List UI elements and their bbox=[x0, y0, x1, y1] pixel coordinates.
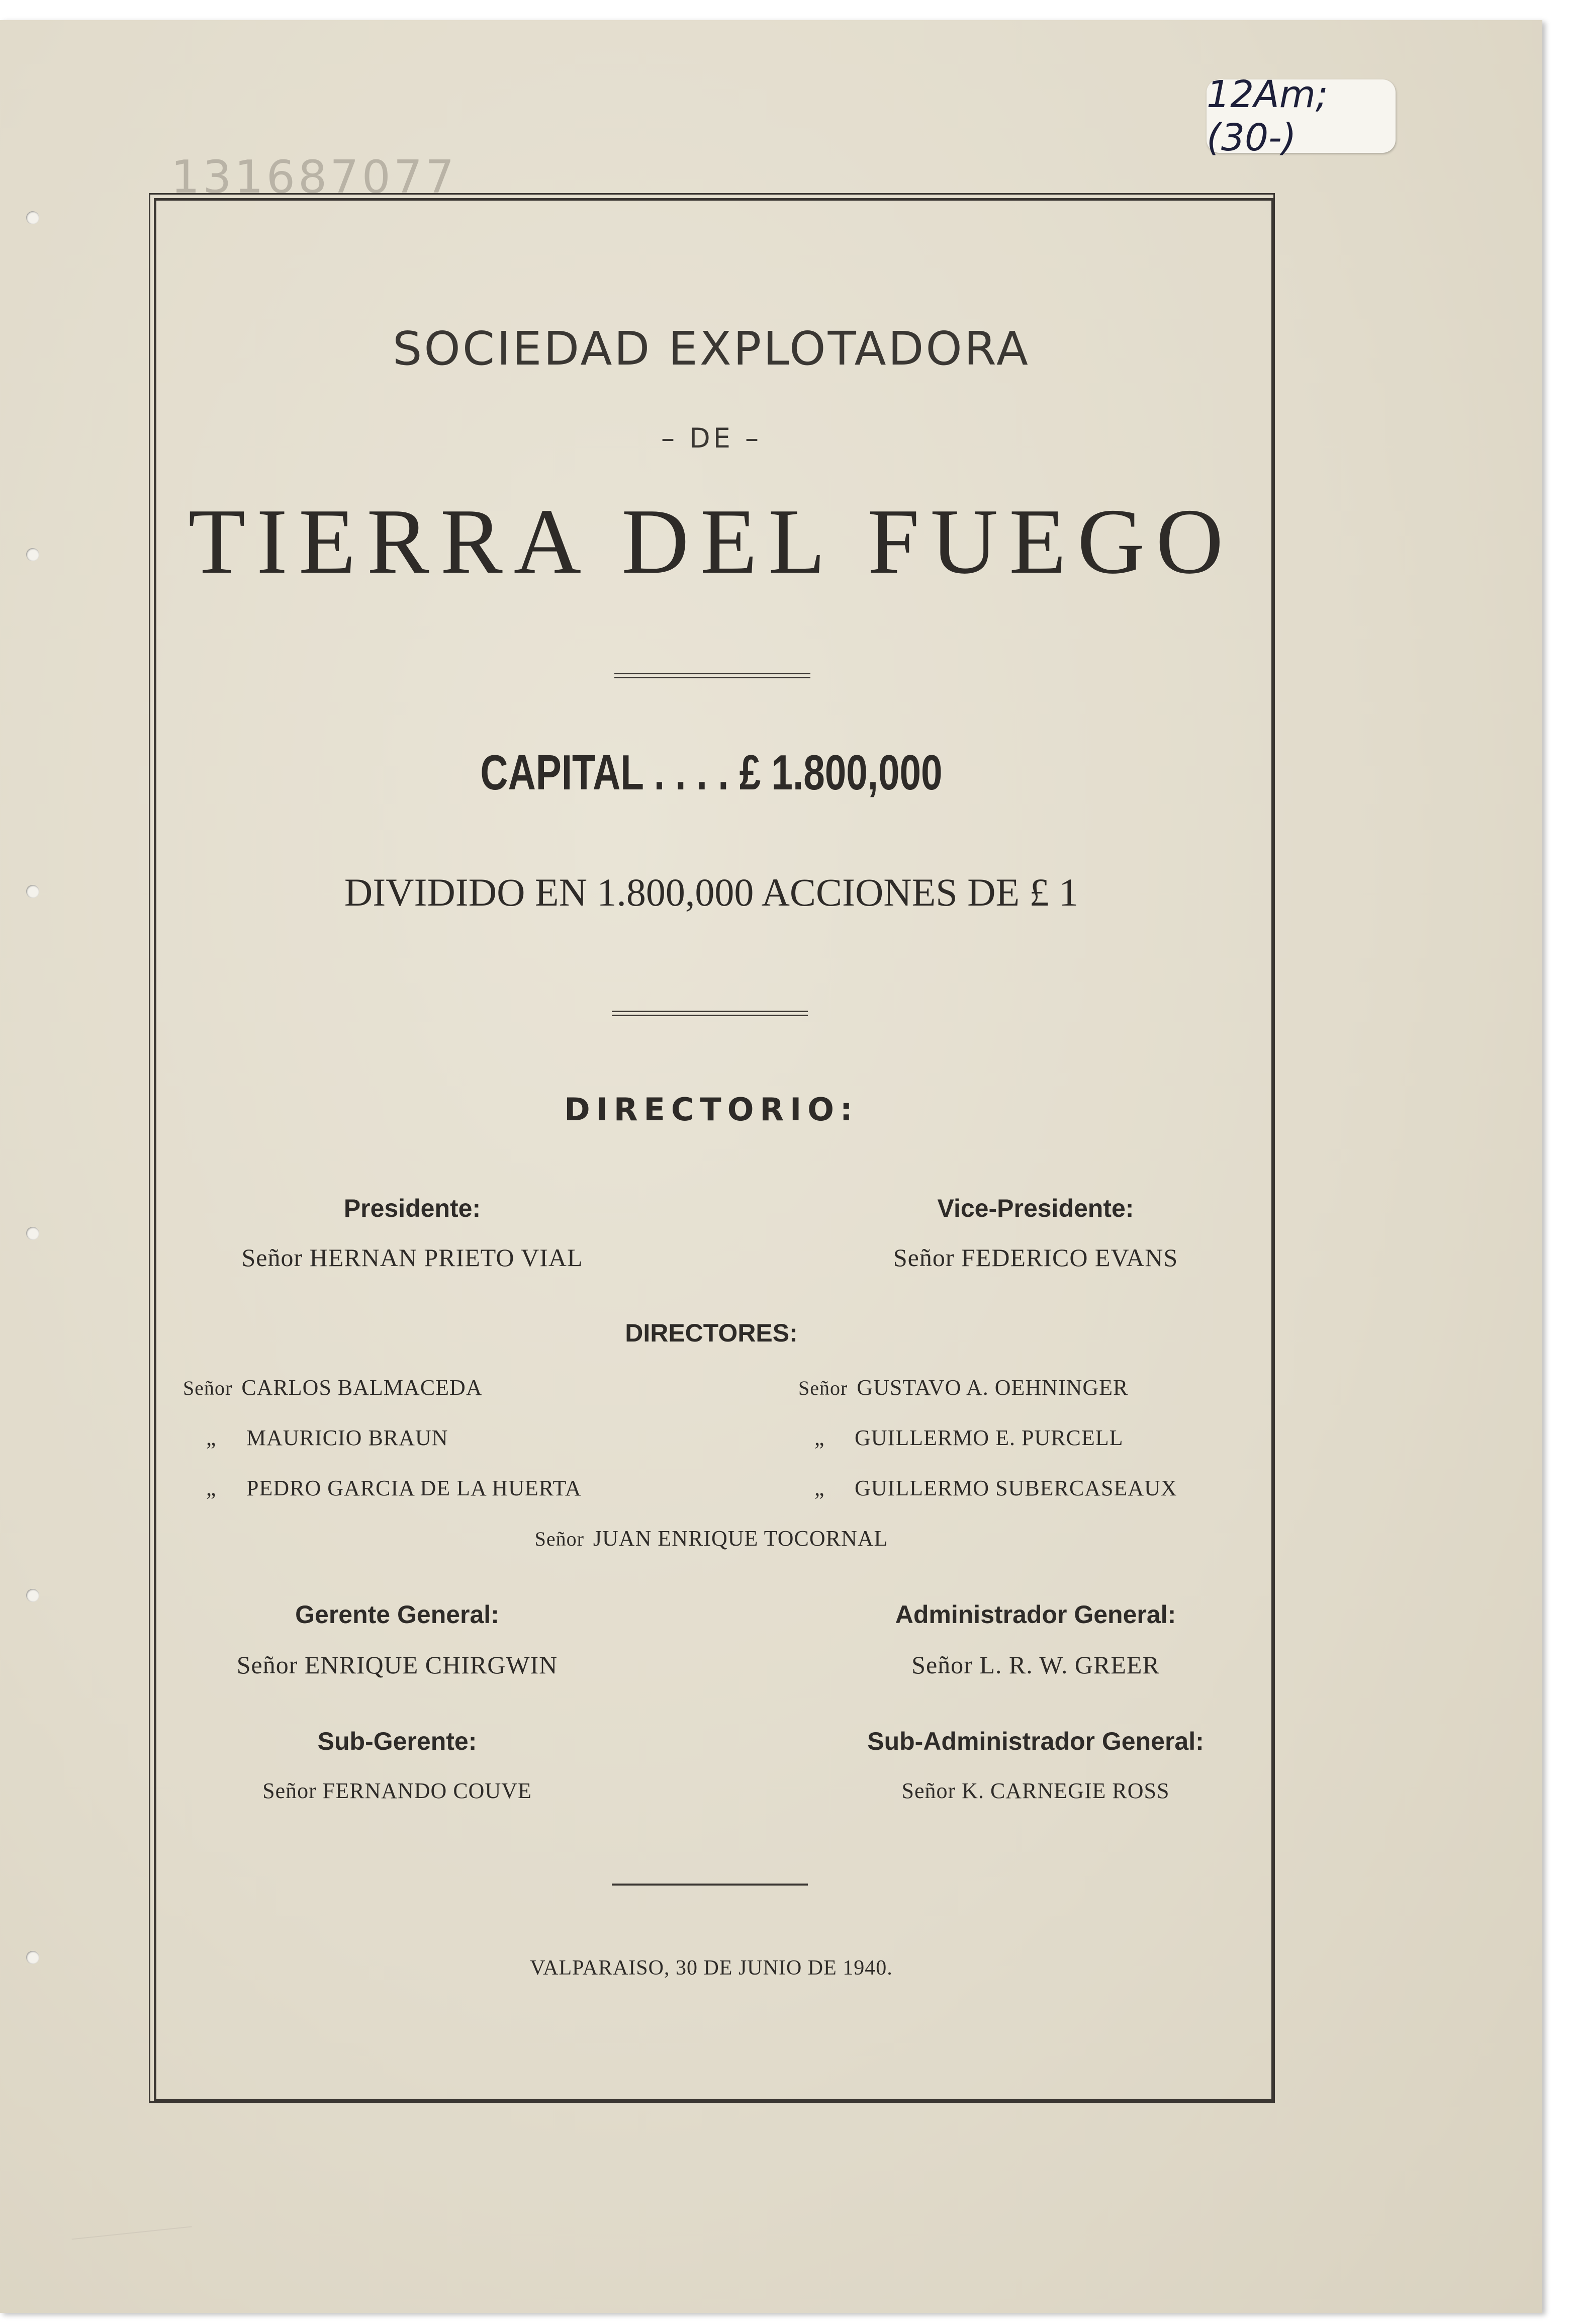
director-entry bbox=[798, 1375, 1128, 1400]
vice-presidente-name: Señor FEDERICO EVANS bbox=[893, 1243, 1178, 1272]
border-frame-inner bbox=[154, 198, 1274, 2102]
punch-hole bbox=[26, 1951, 39, 1964]
sub-gerente-name: Señor FERNANDO COUVE bbox=[262, 1778, 532, 1803]
director-name: MAURICIO BRAUN bbox=[246, 1425, 448, 1450]
senor-prefix: Señor bbox=[183, 1377, 233, 1399]
administrador-general-label: Administrador General: bbox=[895, 1600, 1176, 1629]
capital-line: CAPITAL . . . . £ 1.800,000 bbox=[480, 745, 943, 800]
punch-hole bbox=[26, 1589, 39, 1602]
director-name: CARLOS BALMACEDA bbox=[241, 1375, 483, 1400]
director-entry bbox=[206, 1475, 582, 1501]
director-entry bbox=[814, 1475, 1177, 1501]
ditto-mark: „ bbox=[814, 1476, 825, 1500]
senor-prefix: Señor bbox=[798, 1377, 848, 1399]
gerente-general-name: Señor ENRIQUE CHIRGWIN bbox=[236, 1651, 558, 1679]
ditto-mark: „ bbox=[814, 1425, 825, 1450]
punch-hole bbox=[26, 211, 39, 224]
sub-administrador-general-name: Señor K. CARNEGIE ROSS bbox=[901, 1778, 1170, 1803]
senor-prefix: Señor bbox=[534, 1528, 584, 1550]
vice-presidente-label: Vice-Presidente: bbox=[937, 1194, 1134, 1222]
label-tag-text: 12Am; (30-) bbox=[1207, 73, 1328, 159]
company-line-1: SOCIEDAD EXPLOTADORA bbox=[393, 322, 1030, 376]
divider-rule bbox=[612, 1884, 808, 1886]
administrador-general-name: Señor L. R. W. GREER bbox=[911, 1651, 1160, 1679]
presidente-label: Presidente: bbox=[343, 1194, 481, 1222]
directores-label: DIRECTORES: bbox=[625, 1319, 798, 1347]
director-entry bbox=[154, 1526, 1269, 1551]
catalog-number: 131687077 bbox=[171, 151, 457, 204]
shares-division-line: DIVIDIDO EN 1.800,000 ACCIONES DE £ 1 bbox=[344, 870, 1079, 914]
director-name: GUILLERMO E. PURCELL bbox=[855, 1425, 1124, 1450]
sub-gerente-label: Sub-Gerente: bbox=[317, 1727, 477, 1755]
sub-administrador-general-label: Sub-Administrador General: bbox=[867, 1727, 1204, 1755]
ditto-mark: „ bbox=[206, 1476, 217, 1500]
company-line-2: – DE – bbox=[661, 422, 762, 454]
director-entry bbox=[183, 1375, 483, 1400]
director-name: GUILLERMO SUBERCASEAUX bbox=[855, 1476, 1177, 1500]
director-name: JUAN ENRIQUE TOCORNAL bbox=[593, 1526, 888, 1551]
presidente-name: Señor HERNAN PRIETO VIAL bbox=[241, 1243, 583, 1272]
company-title: TIERRA DEL FUEGO bbox=[188, 490, 1235, 593]
director-name: GUSTAVO A. OEHNINGER bbox=[857, 1375, 1129, 1400]
ditto-mark: „ bbox=[206, 1425, 217, 1450]
director-entry bbox=[206, 1425, 448, 1451]
punch-hole bbox=[26, 548, 39, 561]
gerente-general-label: Gerente General: bbox=[295, 1600, 499, 1629]
place-date-line: VALPARAISO, 30 DE JUNIO DE 1940. bbox=[530, 1956, 893, 1980]
punch-hole bbox=[26, 885, 39, 898]
divider-rule bbox=[614, 673, 810, 678]
divider-rule bbox=[612, 1011, 808, 1016]
punch-hole bbox=[26, 1227, 39, 1240]
director-entry bbox=[814, 1425, 1124, 1451]
director-name: PEDRO GARCIA DE LA HUERTA bbox=[246, 1476, 582, 1500]
directorio-heading: DIRECTORIO: bbox=[564, 1091, 859, 1128]
label-tag bbox=[1207, 73, 1396, 159]
